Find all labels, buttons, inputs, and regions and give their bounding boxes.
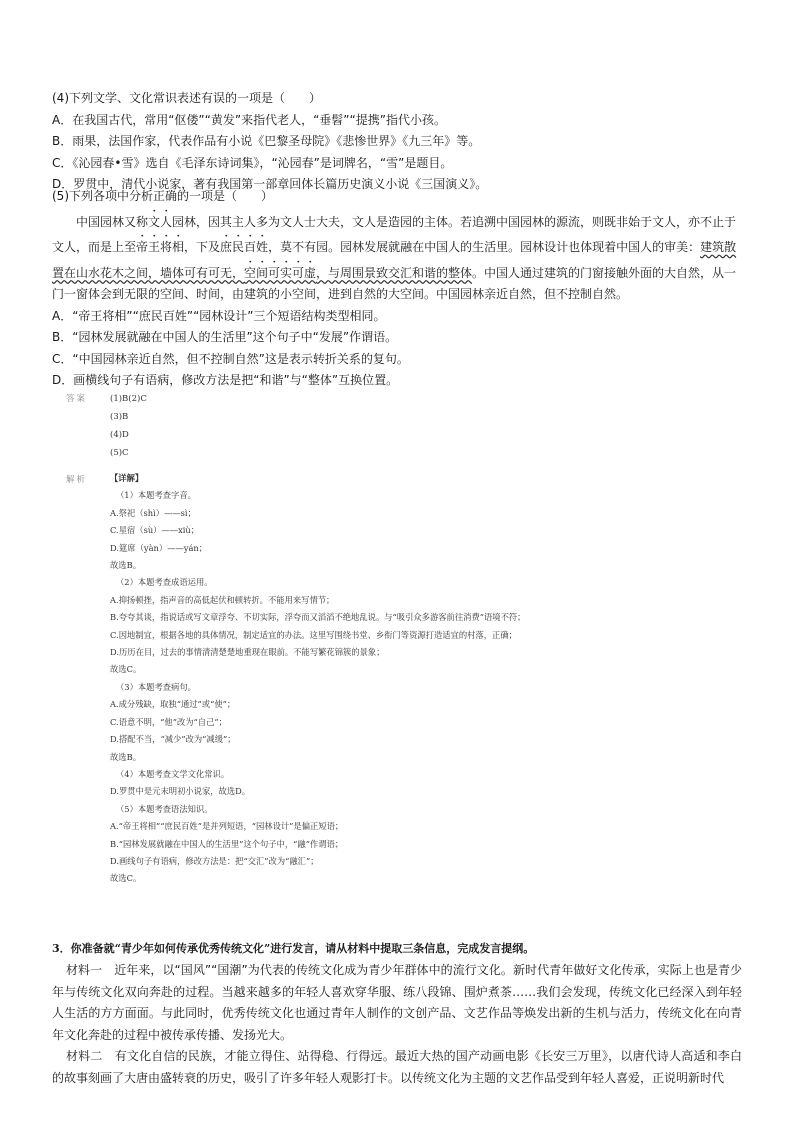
- analysis-line: C.语意不明，“他”改为“自己”；: [110, 716, 227, 727]
- analysis-line: （1）本题考查字音。: [116, 490, 196, 501]
- question-3-title: 3．你准备就“青少年如何传承优秀传统文化”进行发言，请从材料中提取三条信息，完成发言提纲。: [52, 942, 535, 955]
- analysis-line: A.成分残缺，取独“通过”或“使”；: [110, 699, 236, 710]
- question-4-option-a: A．在我国古代，常用“伛偻”“黄发”来指代老人，“垂髫”“提携”指代小孩。: [52, 112, 446, 127]
- answer-item: (5)C: [110, 448, 129, 458]
- answer-label: 答案: [66, 394, 88, 404]
- answer-item: (1)B(2)C: [110, 394, 147, 404]
- question-4-stem: (4)下列文学、文化常识表述有误的一项是（ ）: [52, 91, 321, 105]
- passage-dotted-term: 庶民百姓: [220, 240, 269, 254]
- underlined-text: 建筑散置在山水花木之间，墙体可有可无，: [52, 240, 737, 280]
- answer-item: (4)D: [110, 430, 129, 440]
- analysis-line: A.抑扬顿挫，指声音的高低起伏和顿转折。不能用来写情节；: [110, 594, 335, 605]
- passage-dotted-term: 文人: [148, 214, 173, 229]
- analysis-line: （3）本题考查病句。: [116, 681, 196, 692]
- question-5-stem: (5)下列各项中分析正确的一项是（ ）: [52, 189, 273, 203]
- underlined-text: ，与周围景致交汇和谐的整体: [316, 265, 473, 280]
- question-5: [52, 186, 742, 392]
- passage-text: ，下及: [184, 240, 221, 254]
- passage-text: 中国园林又称: [76, 214, 149, 229]
- question-5-option-a: A．“帝王将相”“庶民百姓”“园林设计”三个短语结构类型相同。: [52, 308, 386, 323]
- passage-text: 园林，因其主人多为文人士大夫，文人是造园的主体。若追溯中国园林的源流，则既非始于文人，亦不止于文人，而是上至: [52, 214, 737, 254]
- material-2: 材料二 有文化自信的民族，才能立得住、站得稳、行得远。最近大热的国产动画电影《长安三万里》，以唐代诗人高适和李白的故事刻画了大唐由盛转衰的历史，吸引了许多年轻人观影打卡。以传统文化为主题的文艺作品受到年轻人喜爱，正说明新时代: [52, 1049, 742, 1085]
- analysis-line: D.画线句子有语病，修改方法是：把“交汇”改为“融汇”；: [110, 855, 319, 866]
- analysis-line: B.“园林发展就融在中国人的生活里”这个句子中，“融”作谓语；: [110, 838, 344, 849]
- question-4-option-d: D．罗贯中，清代小说家，著有我国第一部章回体长篇历史演义小说《三国演义》。: [52, 177, 488, 191]
- analysis-line: （2）本题考查成语运用。: [116, 577, 213, 588]
- answer-item: (3)B: [110, 412, 129, 422]
- passage-text: 。中国人通过建筑的门窗接触外面的大自然，从一门一窗体会到无限的空间、时间，由建筑的小空间，进到自然的大空间。中国园林亲近自然，但不控制自然。: [52, 265, 737, 301]
- analysis-line: 故选C。: [110, 873, 142, 884]
- passage-dotted-term: 空间可实可虚: [244, 265, 317, 280]
- passage-dotted-term: 帝王将相: [136, 240, 185, 254]
- analysis-line: D.历历在目，过去的事情清清楚楚地重现在眼前。不能写繁花锦簇的景象；: [110, 647, 385, 658]
- question-5-option-c: C．“中国园林亲近自然，但不控制自然”这是表示转折关系的复句。: [52, 351, 409, 366]
- question-4: [52, 88, 742, 196]
- analysis-label: 解析: [66, 475, 88, 485]
- material-1: 材料一 近年来，以“国风”“国潮”为代表的传统文化成为青少年群体中的流行文化。新时代青年做好文化传承，实际上也是青少年与传统文化双向奔赴的过程。当越来越多的年轻人喜欢穿华服、练八段锦、围炉煮茶……我们会发现，传统文化已经深入到年轻人生活的方方面面。与此同时，优秀传统文化也通过青年人制作的文创产品、文艺作品等焕发出新的生机与活力，传统文化在向青年文化奔赴的过程中被传承传播、发扬光大。: [52, 963, 742, 1042]
- answer-list: [110, 390, 147, 462]
- analysis-line: A.“帝王将相”“庶民百姓”是并列短语，“园林设计”是偏正短语；: [110, 821, 344, 832]
- question-5-option-d: D．画横线句子有语病，修改方法是把“和谐”与“整体”互换位置。: [52, 373, 399, 387]
- question-5-passage: [52, 208, 742, 306]
- question-3: [52, 938, 742, 1089]
- analysis-line: 故选B。: [110, 751, 141, 762]
- analysis-body: [110, 470, 710, 888]
- passage-text: ，莫不有园。园林发展就融在中国人的生活里。园林设计也体现着中国人的审美：: [268, 240, 701, 254]
- analysis-line: D.搭配不当，“减少”改为“减缓”；: [110, 734, 236, 745]
- question-5-option-b: B．“园林发展就融在中国人的生活里”这个句子中“发展”作谓语。: [52, 330, 398, 344]
- analysis-line: B.夸夸其谈，指说话或写文章浮夸、不切实际，浮夸而又滔滔不绝地乱说。与“吸引众多游客前往消费”语境不符；: [110, 612, 526, 623]
- analysis-line: D.罗贯中是元末明初小说家，故选D。: [110, 786, 251, 797]
- analysis-line: 故选B。: [110, 560, 141, 571]
- question-4-option-c: C．《沁园春•雪》选自《毛泽东诗词集》，“沁园春”是词牌名，“雪”是题目。: [52, 155, 453, 170]
- question-4-option-b: B．雨果，法国作家，代表作品有小说《巴黎圣母院》《悲惨世界》《九三年》等。: [52, 134, 481, 148]
- analysis-line: A.祭祀（shì）——sì；: [110, 507, 196, 518]
- analysis-line: 【详解】: [110, 473, 144, 483]
- analysis-line: D.筵席（yàn）——yán；: [110, 542, 208, 553]
- analysis-line: （4）本题考查文学文化常识。: [116, 768, 230, 779]
- analysis-line: （5）本题考查语法知识。: [116, 803, 213, 814]
- analysis-line: 故选C。: [110, 664, 142, 675]
- analysis-line: C.星宿（sù）——xiù；: [110, 525, 200, 536]
- analysis-line: C.因地制宜，根据各地的具体情况，制定适宜的办法。这里写围绕书堂、乡衔门等资源打造适宜的村落，正确；: [110, 629, 517, 640]
